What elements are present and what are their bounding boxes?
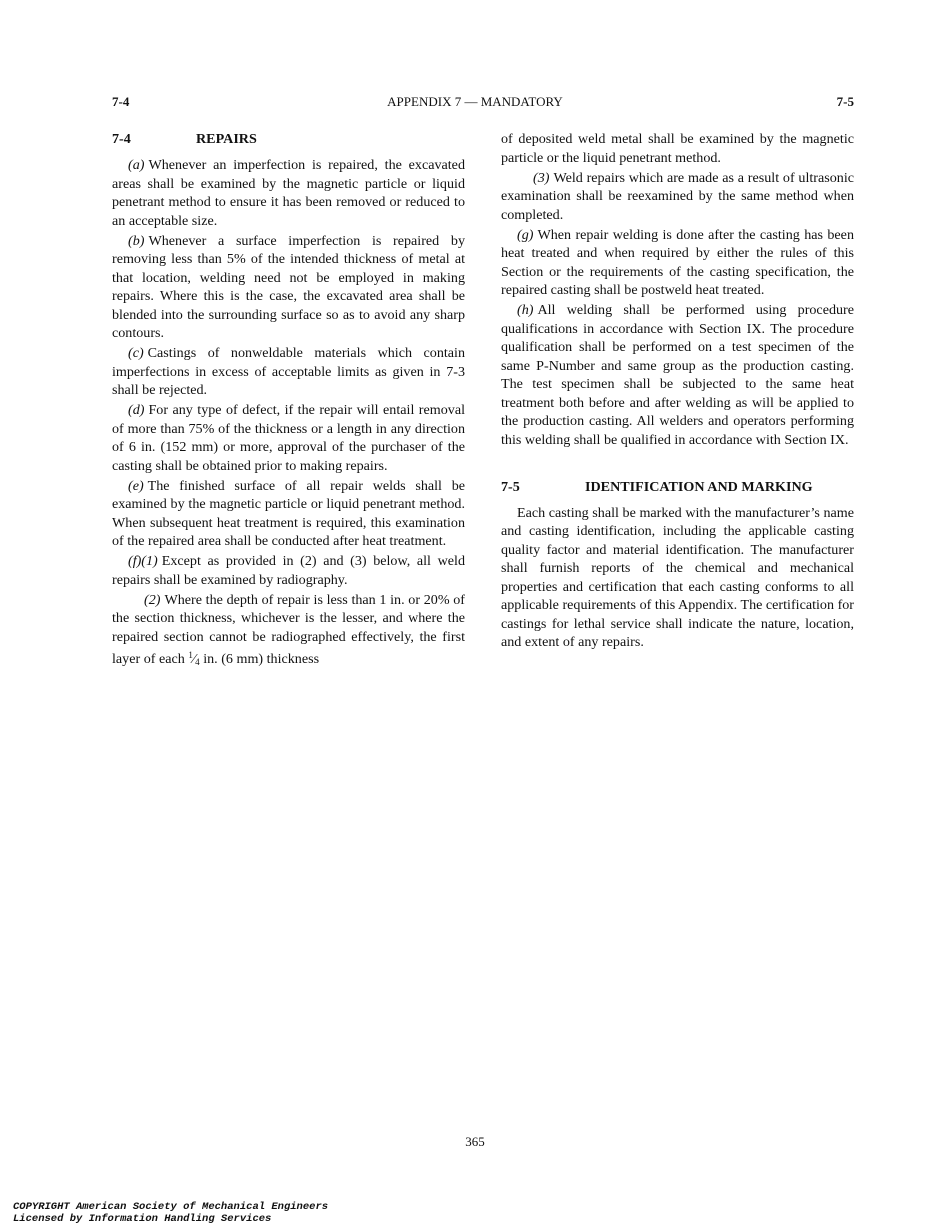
paragraph-c <box>112 344 465 400</box>
paragraph-identification: Each casting shall be marked with the manufacturer’s name and casting identification, including the applicable casting quality factor and material identification. The manufacturer shall furnish reports of the chemical and mechanical properties and certification that each casting conforms to all applicable requirements of this Appendix. The certification for castings for lethal service shall indicate the nature, location, and extent of any repairs. <box>501 504 854 650</box>
paragraph-text: For any type of defect, if the repair will entail removal of more than 75% of the thickness or a length in any direction of 6 in. (152 mm) or more, approval of the purchaser of the casting shall be obtained prior to making repairs. <box>112 402 465 474</box>
header-left-section-number: 7-4 <box>112 94 130 109</box>
paragraph-text: Whenever an imperfection is repaired, the excavated areas shall be examined by the magnetic particle or liquid penetrant method to ensure it has been removed or reduced to an acceptable size. <box>112 157 465 229</box>
paragraph-b <box>112 232 465 343</box>
section-heading-identification <box>501 478 854 496</box>
header-right-section-number: 7-5 <box>836 94 854 109</box>
paragraph-text: Except as provided in (2) and (3) below, all weld repairs shall be examined by radiography. <box>112 553 465 588</box>
paragraph-text: Whenever a surface imperfection is repaired by removing less than 5% of the intended thickness of metal at that location, welding need not be employed in making repairs. Where this is the case, the excavated area shall be blended into the surrounding surface so as to avoid any sharp contours. <box>112 232 465 341</box>
paragraph-text: The finished surface of all repair welds shall be examined by the magnetic particle or liquid penetrant method. When subsequent heat treatment is required, this examination of the repaired area shall be conducted after heat treatment. <box>112 477 465 549</box>
paragraph-f1 <box>112 552 465 589</box>
paragraph-text: Weld repairs which are made as a result of ultrasonic examination shall be reexamined by the same method when completed. <box>501 169 854 223</box>
section-heading-repairs <box>112 130 465 148</box>
paragraph-label: (h) <box>517 302 534 318</box>
paragraph-a <box>112 156 465 230</box>
section-title: IDENTIFICATION AND MARKING <box>585 478 813 495</box>
paragraph-f2 <box>112 591 465 672</box>
section-number: 7-4 <box>112 131 131 147</box>
running-header-title: APPENDIX 7 — MANDATORY <box>387 94 563 109</box>
copyright-notice <box>13 1201 328 1225</box>
section-number: 7-5 <box>501 478 520 495</box>
paragraph-label: (f)(1) <box>128 553 158 569</box>
fraction-one-quarter: $^1⁄_4$ <box>188 650 200 667</box>
paragraph-text: in. (6 mm) thickness <box>203 651 320 667</box>
paragraph-label: (3) <box>533 169 550 186</box>
section-title: REPAIRS <box>196 131 257 147</box>
paragraph-label: (g) <box>517 226 534 243</box>
paragraph-label: (a) <box>128 157 145 173</box>
license-line: Licensed by Information Handling Services <box>13 1213 272 1225</box>
paragraph-text: All welding shall be performed using procedure qualifications in accordance with Section IX. The procedure qualification shall be performed on a test specimen of the same P-Number and same group as the production casting. The test specimen shall be subjected to the same heat treatment both before and after welding as will be applied to the production casting. All welders and operators performing this welding shall be qualified in accordance with Section IX. <box>501 302 854 448</box>
paragraph-continuation: of deposited weld metal shall be examined by the magnetic particle or the liquid penetrant method. <box>501 131 854 166</box>
paragraph-text: Castings of nonweldable materials which contain imperfections in excess of acceptable limits as given in 7-3 shall be rejected. <box>112 345 465 398</box>
right-column <box>501 130 854 653</box>
left-column <box>112 130 465 673</box>
paragraph-f3 <box>501 169 854 225</box>
paragraph-label: (c) <box>128 345 144 361</box>
copyright-line: COPYRIGHT American Society of Mechanical Engineers <box>13 1201 329 1213</box>
paragraph-h <box>501 301 854 449</box>
paragraph-e <box>112 477 465 551</box>
paragraph-text: When repair welding is done after the casting has been heat treated and when required by either the rules of this Section or the requirements of the casting specification, the repaired casting shall be postweld heat treated. <box>501 226 854 298</box>
paragraph-label: (b) <box>128 232 145 249</box>
paragraph-g <box>501 226 854 300</box>
paragraph-d <box>112 401 465 475</box>
paragraph-text: Where the depth of repair is less than 1 in. or 20% of the section thickness, whichever is the lesser, and where the repaired section cannot be radiographed effectively, the first layer of each <box>112 591 465 667</box>
page-number: 365 <box>465 1134 485 1149</box>
paragraph-label: (d) <box>128 402 145 418</box>
paragraph-label: (2) <box>144 591 161 608</box>
paragraph-label: (e) <box>128 477 144 494</box>
